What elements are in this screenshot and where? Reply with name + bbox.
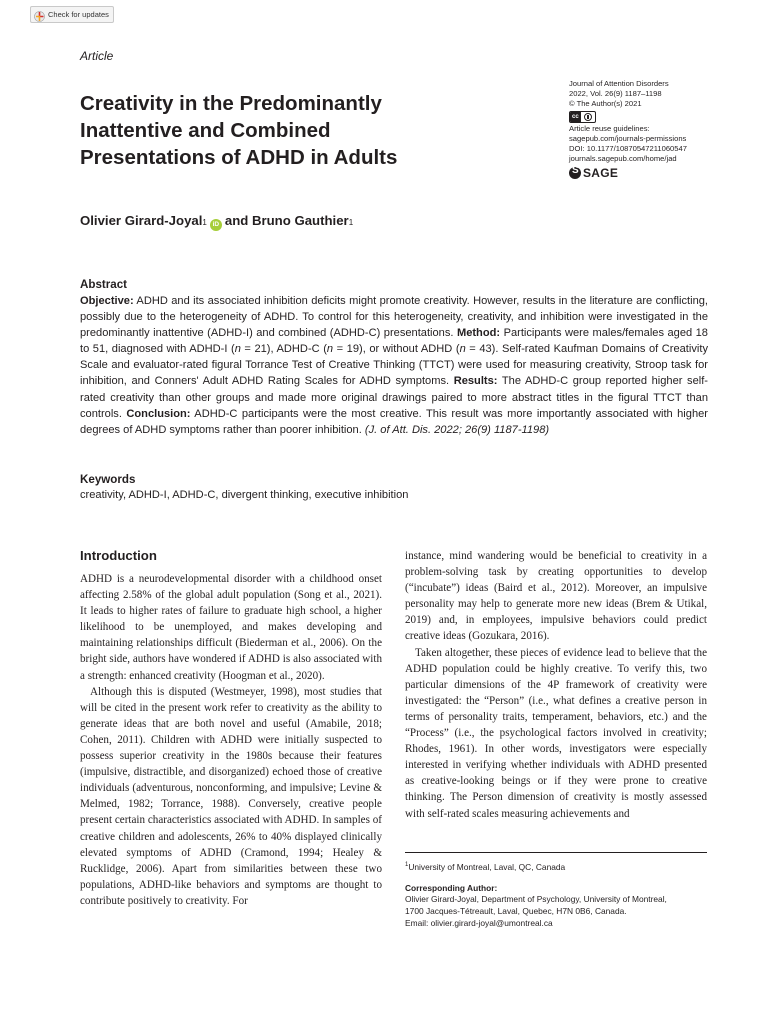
journal-info — [569, 79, 749, 179]
keywords-heading: Keywords — [80, 473, 136, 486]
corresponding-author-email[interactable]: Email: olivier.girard-joyal@umontreal.ca — [405, 917, 553, 928]
title-line: Presentations of ADHD in Adults — [80, 146, 398, 169]
article-title — [80, 90, 470, 171]
title-line: Creativity in the Predominantly — [80, 92, 382, 115]
abstract-label: Objective: — [80, 295, 134, 307]
sample-size-symbol: n — [459, 343, 466, 356]
journal-citation: (J. of Att. Dis. 2022; 26(9) 1187-1198) — [364, 423, 550, 436]
reuse-label: Article reuse guidelines: — [569, 123, 650, 133]
body-column-left — [80, 571, 382, 909]
section-heading: Introduction — [80, 548, 157, 563]
abstract-text: = 21), ADHD-C ( — [240, 343, 327, 356]
journal-homepage-link[interactable]: journals.sagepub.com/home/jad — [569, 154, 677, 164]
publisher-name: SAGE — [583, 166, 619, 181]
paragraph: instance, mind wandering would be beneficial to creativity in a problem-solving task by creating opportunities to develop (“incubate”) ideas (Baird et al., 2012). Moreover, an impulsive personality may help to generate more new ideas (Brem & Utikal, 2019) and, in employees, impulsive behaviors could predict creative ideas (Gozukara, 2016). — [405, 550, 707, 643]
abstract-label: Conclusion: — [126, 407, 191, 420]
abstract-text: Participants were males/females aged 18 to 51, diagnosed with ADHD-I ( — [80, 327, 708, 356]
author-name: Olivier Girard-Joyal — [80, 213, 203, 228]
copyright: © The Author(s) 2021 — [569, 99, 642, 109]
sage-icon — [569, 167, 581, 179]
check-for-updates-button[interactable] — [30, 6, 114, 23]
cc-label: cc — [572, 113, 579, 120]
keywords-list: creativity, ADHD-I, ADHD-C, divergent thinking, executive inhibition — [80, 489, 409, 501]
affiliation-marker: 1 — [202, 218, 207, 227]
body-column-right — [405, 548, 707, 822]
abstract-label: Results: — [453, 375, 498, 388]
affiliation-text: University of Montreal, Laval, QC, Canada — [408, 861, 566, 872]
abstract-text: = 19), or without ADHD ( — [333, 343, 460, 356]
affiliation-marker: 1 — [405, 862, 409, 868]
corresponding-author-line: Olivier Girard-Joyal, Department of Psychology, University of Montreal, — [405, 894, 667, 905]
reuse-link[interactable]: sagepub.com/journals-permissions — [569, 133, 687, 143]
abstract-text: The ADHD-C group reported higher self-rated creativity than other groups and made more original drawings paired to more abstract titles in the figural TTCT than controls. — [80, 375, 708, 420]
attribution-icon — [584, 113, 592, 121]
paragraph: ADHD is a neurodevelopmental disorder with a childhood onset affecting 2.58% of the global adult population (Song et al., 2021). It leads to higher rates of failure to graduate high school, a higher likelihood to be unemployed, and makes developing and maintaining relationships difficult (Biederman et al., 2006). On the bright side, authors have wondered if ADHD is also associated with a strength: enhanced creativity (Hoogman et al., 2020). — [80, 573, 382, 682]
corresponding-author-heading: Corresponding Author: — [405, 882, 498, 893]
check-for-updates-label: Check for updates — [48, 10, 109, 19]
crossmark-icon — [34, 9, 45, 20]
author-list — [80, 213, 353, 230]
sample-size-symbol: n — [326, 343, 334, 356]
affiliation-marker: 1 — [348, 218, 354, 227]
footnotes — [405, 860, 707, 930]
journal-name: Journal of Attention Disorders — [569, 79, 669, 88]
corresponding-author-line: 1700 Jacques-Tétreault, Laval, Quebec, H7N 0B6, Canada. — [405, 906, 627, 917]
footnote-divider — [405, 852, 707, 853]
creative-commons-icon[interactable] — [569, 111, 596, 123]
paragraph: Although this is disputed (Westmeyer, 1998), most studies that will be cited in the present work refer to creativity as the ability to generate ideas that are both novel and useful (Amabile, 2018; Cohen, 2011). Children with ADHD were initially suspected to possess superior creativity in the 1980s because their features (impulsive, distractible, and disorganized) echoed those of creative individuals (adventurous, nonconforming, and impulsive; Levine & Melmed, 1982; Torrance, 1988). Conversely, creative people present certain characteristics associated with ADHD. In samples of creative children and adolescents, 26% to 40% displayed clinically elevated symptoms of ADHD (Cramond, 1994; Healey & Rucklidge, 2006). Apart from similarities between these two populations, ADHD-like behaviors and symptoms are thought to contribute positively to creativity. For — [80, 685, 382, 907]
affiliation-note — [405, 860, 707, 874]
orcid-icon[interactable]: iD — [210, 219, 222, 231]
author-name: and Bruno Gauthier — [224, 213, 349, 228]
doi[interactable]: DOI: 10.1177/10870547211060547 — [569, 144, 687, 154]
paragraph: Taken altogether, these pieces of evidence lead to believe that the ADHD population could be highly creative. To verify this, two particular dimensions of the 4P framework of creativity were investigated: the “Person” (i.e., what defines a creative person in terms of personality traits, temperament, behaviors, etc.) and the “Process” (i.e., the psychological factors involved in creativity; Rhodes, 1961). In other words, investigators were especially interested in verifying whether individuals with ADHD presented as creative-looking beings or if they were prone to creative thinking. The Person dimension of creativity is mostly assessed with self-rated scales measuring achievements and — [405, 646, 707, 820]
journal-volume: 2022, Vol. 26(9) 1187–1198 — [569, 89, 662, 99]
sample-size-symbol: n — [234, 343, 241, 356]
sage-logo — [569, 167, 749, 179]
article-type-label: Article — [80, 49, 114, 63]
abstract-label: Method: — [456, 327, 501, 340]
abstract-heading: Abstract — [80, 278, 128, 291]
abstract-body — [80, 293, 708, 438]
abstract-text: ADHD-C participants were the most creative. This result was more importantly associated with higher degrees of ADHD symptoms rather than poorer inhibition. — [80, 407, 708, 436]
abstract-text: = 43). Self-rated Kaufman Domains of Creativity Scale and evaluator-rated figural Torrance Test of Creative Thinking (TTCT) were used for measuring creativity, Stroop task for inhibition, and Conners' Adult ADHD Rating Scales for ADHD symptoms. — [80, 343, 708, 388]
title-line: Inattentive and Combined — [80, 119, 331, 142]
abstract-text: ADHD and its associated inhibition deficits might promote creativity. However, results in the literature are conflicting, possibly due to the heterogeneity of ADHD. To control for this heterogeneity, creativity, and inhibition were investigated in the predominantly inattentive (ADHD-I) and combined (ADHD-C) presentations. — [80, 295, 708, 340]
